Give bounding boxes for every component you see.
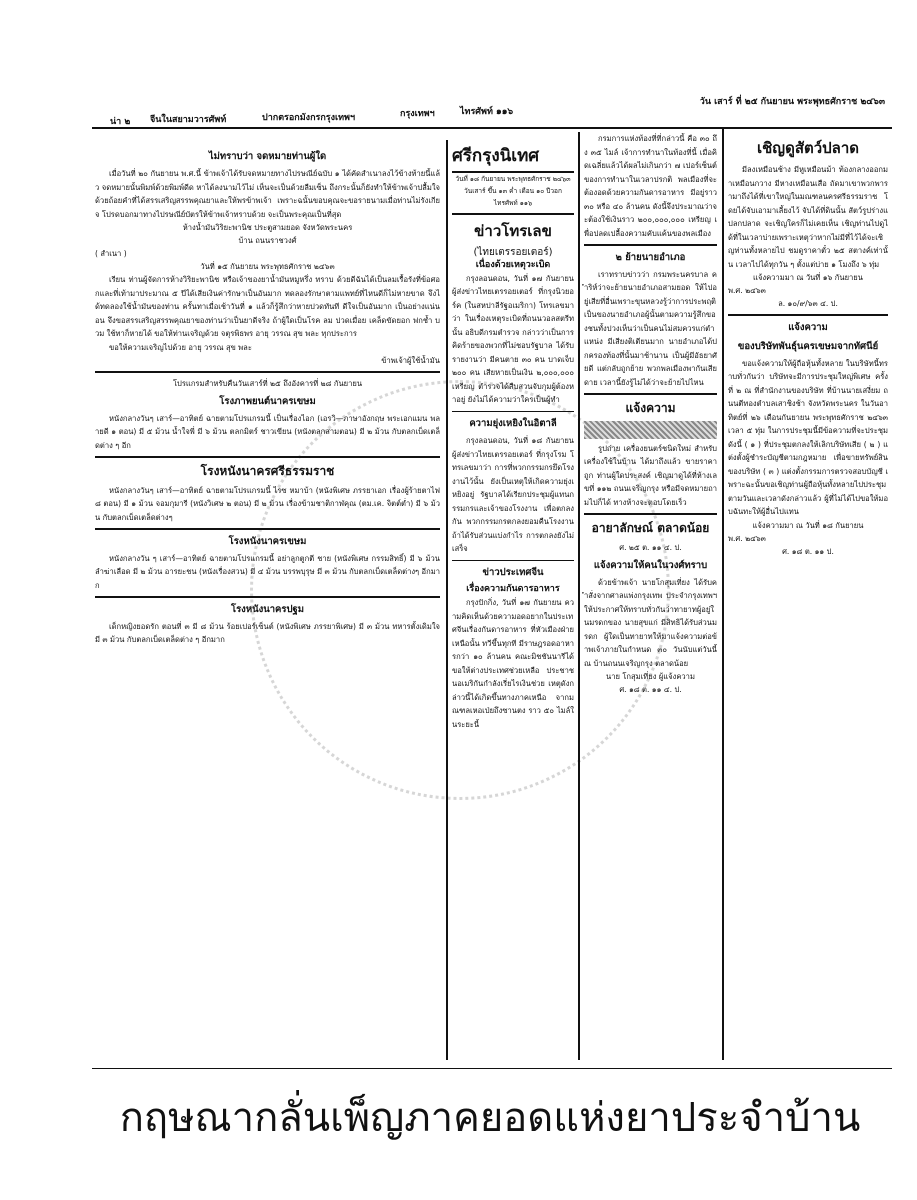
advertisement-image [584, 421, 717, 439]
office-address: ปากตรอกมังกรกรุงเทพฯ [262, 113, 356, 123]
notice-body: ด้วยข้าพเจ้า นายโกสุมเที่ยง ได้รับคำสั่งจากศาลแพ่งกรุงเทพ ประจำกรุงเทพฯ ให้ประกาศให้ทราบทั่วกันว่าทายาทผู้อยู่ในมรดกของ นายสุขแก่ มีสิทธิได้รับส่วนมรดก ผู้ใดเป็นทายาทให้มาแจ้งความต่อข้าพเจ้าภายในกำหนด ๓๐ วันนับแต่วันนี้ ณ บ้านถนนเจริญกรุง ตลาดน้อย [584, 577, 717, 668]
column-divider [578, 132, 580, 1060]
section-rule [95, 596, 440, 598]
article-body: เรียน ท่านผู้จัดการห้างวิริยะพานิช หรือเจ้าของยาน้ำมันหมูหรึ่ง ทราบ ด้วยดีฉันได้เป็นลมเรื้อรังที่ข้อศอกและที่เท้ามาประมาณ ๕ ปีได้เสียเงินค่ารักษาเป็นอันมาก ทดลองรักษาตามแพทย์ที่ไหนดีก็ไม่หายขาด จึงได้ทดลองใช้น้ำมันของท่าน ครั้นทาเมื่อเช้าวันที่ ๑ แล้วก็รู้สึกว่าหายปวดทันที ดีใจเป็นอันมาก เป็นอย่างแน่นอน จึงขอสรรเสริญสรรพคุณยาของท่านว่าเป็นยาดีจริง ถ้าผู้ใดเป็นโรค ลม ปวดเมื่อย เคล็ดขัดยอก ฟกช้ำ บวม ใช้ทาก็หายได้ ขอให้ท่านเจริญด้วย จตุรพิธพร อายุ วรรณ สุข พละ ทุกประการ [95, 275, 440, 338]
section-rule [452, 560, 574, 562]
article-body: ขอให้ความเจริญไปด้วย อายุ วรรณ สุข พละ [109, 342, 252, 352]
column-2 [452, 140, 574, 731]
notice-ref: ศ. ๑๘ ต. ๑๑ ๔. ป. [619, 685, 682, 694]
bottom-advert-banner: กฤษณากลั่นเพ็ญภาคยอดแห่งยาประจำบ้าน [119, 1096, 861, 1140]
advert-body: มีลงเหมือนช้าง มีหูเหมือนม้า ท้องกลางออกมาเหมือนกวาง มีหางเหมือนเสือ ถัดมาเขาพวกพารามาถึงได้ที่เขาใหญ่ในมณฑลนครศรีธรรมราช โดยได้จับเอามาเลี้ยงไว้ จับได้ที่ดินนั้น สัตว์รูปร่างแปลกปลาด จะเชิญใครก็ไม่เคยเห็น เชิญท่านไปดูได้ที่ในเวลาบ่ายเพราะเหตุว่าหากไม่มีที่ไว้ได้จะเชิญท่านทั้งหลายไป ชมดูราคาตั๋ว ๒๕ สตางค์เท่านั้น เวลาไปได้ทุกวัน ๆ ตั้งแต่บ่าย ๑ โมงถึง ๖ ทุ่ม [728, 165, 888, 269]
news-headline: ความยุ่งเหยิงในอิตาลี [469, 418, 557, 429]
masthead-date: วันที่ ๑๘ กันยายน พระพุทธศักราช ๒๔๖๓ [455, 175, 571, 183]
column-4 [728, 132, 888, 558]
advert-signature: แจ้งความมา ณ วันที่ ๑๖ กันยายน [753, 273, 863, 282]
section-rule [584, 513, 717, 515]
notice-signature: แจ้งความมา ณ วันที่ ๑๘ กันยายน [752, 520, 864, 530]
news-headline: เนื่องด้วยเหตุวะเบิด [475, 259, 551, 270]
article-title: ไม่ทราบว่า จดหมายท่านผู้ใด [208, 151, 327, 162]
cinema-program: เด็กหญิงยอดรัก ตอนที่ ๓ มี ๘ ม้วน ร้อยเปอร์เซ็นต์ (หนังพิเศษ ภรรยาพิเศษ) มี ๓ ม้วน ทหารตั้งเดิมใจ มี ๓ ม้วน กับตลกเบ็ดเตล็ดต่าง ๆ อีกมาก [95, 621, 440, 644]
advert-ref: ล. ๑๐/๙/๖๓ ๔. ป. [778, 299, 838, 308]
header-rule [92, 127, 892, 129]
cinema-program: หนังกลางวัน ๆ เสาร์—อาทิตย์ ฉายตามโปรแกรมนี้ อย่าลูกตูกตี ชาย (หนังพิเศษ กรรมสิทธิ์) มี ๖ ม้วน ลำฆ่าเลือด มี ๒ ม้วน อารยะชน (หนังเรื่องสวน) มี ๔ ม้วน บรรพบุรุษ มี ๓ ม้วน กับตลกเบ็ดเตล็ดต่างๆ อีกมาก [95, 553, 440, 590]
notice-headline: แจ้งความให้คนในวงศ์ทราบ [593, 559, 708, 571]
masthead-lunar-date: วันเสาร์ ขึ้น ๑๓ ค่ำ เดือน ๑๐ ปีวอก [464, 187, 562, 195]
signature-line: บ้าน ถนนราชวงศ์ [238, 236, 297, 245]
article-body: เมื่อวันที่ ๒๐ กันยายน พ.ศ.นี้ ข้าพเจ้าได้รับจดหมายทางไปรษณีย์ฉบับ ๑ ได้คัดสำเนาลงไว้ข้างท้ายนี้แล้ว จดหมายนั้นพิมพ์ด้วยพิมพ์ดีด หาได้ลงนามไว้ไม่ เห็นจะเป็นด้วยลืมเซ็น ถึงกระนั้นก็ยังทำให้ข้าพเจ้าปลื้มใจด้วยถ้อยคำที่ได้สรรเสริญสรรพคุณยาและให้พรข้าพเจ้า เพราะฉนั้นขอบคุณจะขอรายนามเมื่อท่านไม่รังเกียจ โปรดบอกมาทางไปรษณีย์บัตรให้ข้าพเจ้าทราบด้วย จะเป็นพระคุณเป็นที่สุด [95, 169, 440, 219]
column-3 [584, 132, 717, 696]
advert-title: เชิญดูสัตว์ปลาด [756, 139, 860, 157]
cinema-program: หนังกลางวันๆ เสาร์—อาทิตย์ ฉายตามโปรแกรมนี้ เป็นเรื่องไอก (เอรวิ—ภาษาอังกฤษ พระเอกแมน พลายดี ๑ ตอน) มี ๕ ม้วน น้ำใจพี่ มี ๖ ม้วน ตลกมิตร์ ชาวเขียน (หนังตลกสามตอน) มี ๒ ม้วน กับตลกเบ็ดเตล็ดต่าง ๆ อีก [95, 413, 440, 450]
phone-number: ไทรศัพท์ ๑๑๖ [460, 107, 514, 117]
program-intro: โปรแกรมสำหรับคืนวันเสาร์ที่ ๒๕ ถึงอังคารที่ ๒๘ กันยายน [172, 378, 363, 388]
column-divider [446, 140, 448, 1060]
copy-label: ( สำเนา ) [95, 249, 127, 258]
news-body: เราทราบข่าวว่า กรมพระนครบาล คำริห์ว่าจะย้ายนายอำเภอสามยอด ให้ไปอยู่เสียที่อื่นเพราะขุนหลวงรู้ว่าการประพฤติเป็นของนายอำเภอผู้นั้นตามความรู้สึกของชนทั้งปวงเห็นว่าเป็นคนไม่สมควรแก่ตำแหน่ง มีเสียงติเตียนมาก นายอำเภอได้ปกครองท้องที่นั้นมาช้านาน เป็นผู้มีอัธยาศัยดี แต่กลับถูกย้าย พวกพลเมืองพากันเสียดาย เวลานี้ยังรู้ไม่ได้ว่าจะย้ายไปไหน [584, 269, 717, 387]
notice-title: แจ้งความ [625, 400, 676, 415]
section-rule [95, 456, 440, 458]
column-divider [722, 128, 724, 1060]
cinema-title: โรงหนังนาครศรีธรรมราช [200, 463, 335, 478]
page-number: น่า ๒ [110, 117, 131, 127]
letter-date: วันที่ ๑๕ กันยายน พระพุทธศักราช ๒๔๖๓ [200, 262, 335, 271]
notice-ref: ศ. ๒๕ ต. ๑๑ ๔. ป. [619, 542, 682, 552]
paper-name: จีนในสยามวารศัพท์ [150, 115, 227, 125]
notice-signature: นาย โกสุมเที่ยง ผู้แจ้งความ [606, 672, 695, 681]
news-body: กรุงลอนดอน, วันที่ ๑๗ กันยายน ผู้ส่งข่าวไทยเตรรอยเตอร์ ที่กรุงนิวยอร์ค (ในสหปาลีรัฐอเมริกา) โทรเลขมาว่า ในเรื่องเหตุระเบิดที่ถนนวอลสตรีทนั้น อธิบดีกรมตำรวจ กล่าวว่าเป็นการคิดร้ายของพวกที่ไม่ชอบรัฐบาล ได้รับรายงานว่า มีคนตาย ๓๐ คน บาดเจ็บ ๒๐๐ คน เสียหายเป็นเงิน ๒,๐๐๐,๐๐๐ เหรียญ ตำรวจได้สืบสวนจับกุมผู้ต้องหาอยู่ ยังไม่ได้ความว่าใครเป็นผู้ทำ [452, 273, 574, 404]
section-rule [584, 393, 717, 395]
notice-ref: ศ. ๑๘ ต. ๑๑ ป. [782, 546, 834, 556]
notice-year: พ.ศ. ๒๔๖๓ [728, 533, 766, 543]
notice-title: แจ้งความ [788, 321, 828, 333]
issue-date: วัน เสาร์ ที่ ๒๕ กันยายน พระพุทธศักราช ๒๔๖๓ [699, 97, 885, 107]
cinema-title: โรงภาพยนต์นาครเขษม [219, 395, 316, 407]
cinema-title: โรงหนังนาครปฐม [230, 603, 305, 615]
masthead-phone: ไทรศัพท์ ๑๑๖ [493, 199, 533, 207]
signature-line: ข้าพเจ้าผู้ใช้น้ำมัน [381, 356, 440, 365]
section-rule [452, 213, 574, 215]
section-rule [728, 314, 888, 316]
column-1 [95, 145, 440, 647]
cinema-title: โรงหนังนาครเขษม [228, 535, 307, 547]
notice-body: ขอแจ้งความให้ผู้ถือหุ้นทั้งหลาย ในบริษัทนี้ทราบทั่วกันว่า บริษัทจะมีการประชุมใหญ่พิเศษ ครั้งที่ ๒ ณ ที่สำนักงานของบริษัท ที่บ้านนายเสงี่ยม ถนนตีทองตำบลเสาชิงช้า จังหวัดพระนคร ในวันอาทิตย์ที่ ๒๖ เดือนกันยายน พระพุทธศักราช ๒๔๖๓ เวลา ๕ ทุ่ม ในการประชุมนี้มีข้อความที่จะประชุมดังนี้ ( ๑ ) ที่ประชุมตกลงให้เลิกบริษัทเสีย ( ๒ ) แต่งตั้งผู้ชำระบัญชีตามกฎหมาย เพื่อขายทรัพย์สินของบริษัท ( ๓ ) แต่งตั้งกรรมการตรวจสอบบัญชี เพราะฉะนั้นขอเชิญท่านผู้ถือหุ้นทั้งหลายไปประชุมตามวันและเวลาดังกล่าวแล้ว ผู้ที่ไม่ได้ไปขอให้มอบฉันทะให้ผู้อื่นไปแทน [728, 358, 888, 516]
news-body: กรุงลอนดอน, วันที่ ๑๘ กันยายน ผู้ส่งข่าวไทยเตรรอยเตอร์ ที่กรุงโรม โทรเลขมาว่า การที่พวกกรรมกรยึดโรงงานไว้นั้น ยังเป็นเหตุให้เกิดความยุ่งเหยิงอยู่ รัฐบาลได้เรียกประชุมผู้แทนกรรมกรและเจ้าของโรงงาน เพื่อตกลงกัน พวกกรรมกรตกลงยอมคืนโรงงาน ถ้าได้รับส่วนแบ่งกำไร การตกลงยังไม่เสร็จ [452, 436, 574, 553]
section-rule [95, 371, 440, 373]
advert-year: พ.ศ. ๒๔๖๓ [728, 286, 766, 295]
section-rule [584, 244, 717, 246]
section-subtitle: (ไทยเตรรอยเตอร์) [473, 246, 553, 258]
notice-body: รูปถ่าย เครื่องยนตร์ชนิดใหม่ สำหรับเครื่องใช้ในบ้าน ได้มาถึงแล้ว ขายราคาถูก ท่านผู้ใดประสงค์ เชิญมาดูได้ที่ห้างเลขที่ ๑๑๒ ถนนเจริญกรุง หรือมีจดหมายถามไปก็ได้ ทางห้างจะตอบโดยเร็ว [584, 443, 717, 507]
section-title: ข่าวประเทศจีน [482, 567, 544, 578]
section-title: ข่าวโทรเลข [474, 221, 552, 240]
footer-rule [92, 1068, 892, 1069]
masthead: ศรีกรุงนิเทศ [452, 140, 574, 173]
news-headline: เรื่องความกันดารอาหาร [466, 584, 560, 594]
news-body: กรุงปักกิ่ง, วันที่ ๑๗ กันยายน ความคิดเห็นด้วยความอดอยากในประเทศจีนเรื่องกันดารอาหาร ที่หัวเมืองฝ่ายเหนือนั้น ทวีขึ้นทุกที มีราษฎรอดอาหารกว่า ๑๐ ล้านคน คณะมิชชันนารีได้ขอให้ต่างประเทศช่วยเหลือ ประชาชนอเมริกันกำลังเรี่ยไรเงินช่วย เหตุดังกล่าวนี้ได้เกิดขึ้นทางภาคเหนือ จากมณฑลเหอเป่ยถึงซานตง ราว ๕๐ ไมล์ในระยะนี้ [452, 598, 574, 729]
notice-title: อายาลักษณ์ ตลาดน้อย [591, 520, 710, 535]
notice-headline: ของบริษัทพันธุ์นครเขษมจากทัศนีย์ [737, 340, 879, 352]
signature-line: ห้างน้ำมันวิริยะพานิช ประตูสามยอด จังหวัดพระนคร [182, 223, 353, 232]
section-rule [452, 411, 574, 413]
news-body: กรมการแห่งท้องที่ที่กล่าวนี้ คือ ๓๐ ถึง ๓๕ ไมล์ เจ้าการทำนาในท้องที่นี้ เมื่อคิดเฉลี่ยแล้วได้ผลไม่เกินกว่า ๗ เปอร์เซ็นต์ ของการทำนาในเวลาปรกติ พลเมืองที่จะต้องอดด้วยความกันดารอาหาร มีอยู่ราว ๓๐ หรือ ๔๐ ล้านคน ดังนี้จึงประมาณว่าจะต้องใช้เงินราว ๒๐๐,๐๐๐,๐๐๐ เหรียญ เพื่อปลดเปลื้องความคับแค้นของพลเมือง [584, 134, 717, 238]
section-rule [95, 528, 440, 530]
cinema-program: หนังกลางวันๆ เสาร์—อาทิตย์ ฉายตามโปรแกรมนี้ ไรซ หมาบ้า (หนังพิเศษ ภรรยาเอก เรื่องผู้ร้ายตาไฟ ๘ ตอน) มี ๑ ม้วน จอมกุมารี (หนังวิเศษ ๒ ตอน) มี ๒ ม้วน เรื่องข้ามชาติกาฬคุณ (ตม.เค. จิตต์ต่ำ) มี ๖ ม้วน กับตลกเบ็ดเตล็ดต่างๆ [95, 485, 440, 522]
news-headline: ๒ ย้ายนายอำเภอ [615, 251, 686, 263]
city: กรุงเทพฯ [400, 109, 435, 119]
